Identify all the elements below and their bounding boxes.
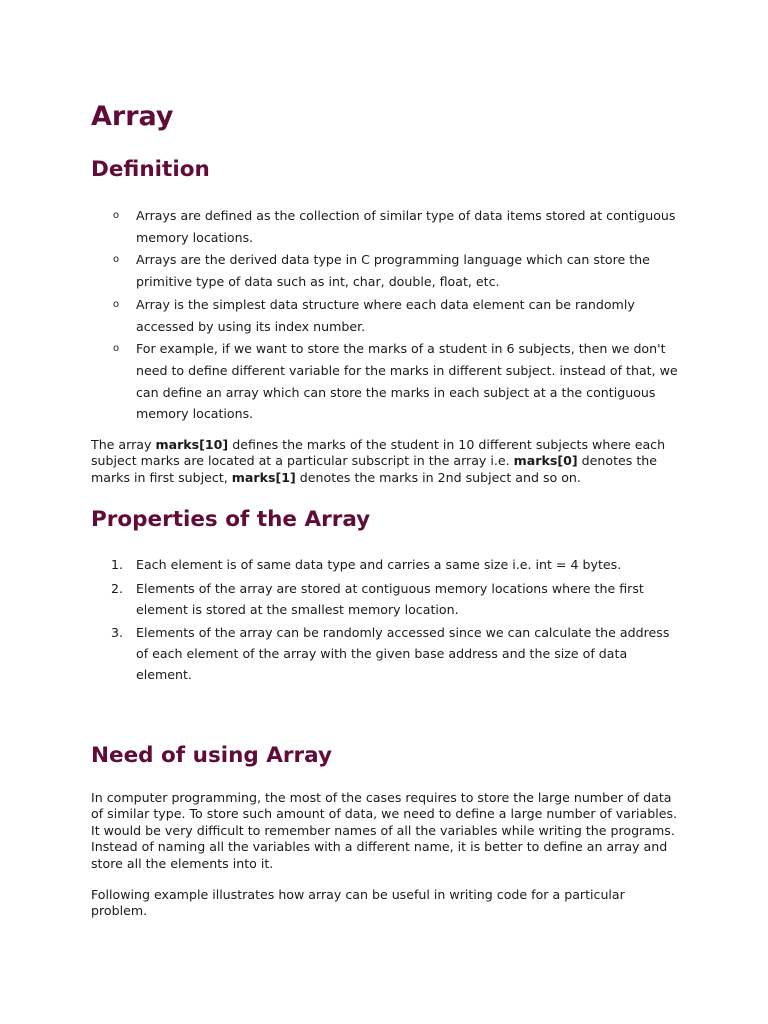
need-heading: Need of using Array [91,743,333,768]
paragraph-text: denotes the marks in first subject, [91,453,657,485]
list-item-text: For example, if we want to store the marks of a student in 6 subjects, then we don't need to define different variable for the marks in different subject. instead of that, we can define an array which can store the marks in each subject at a the contiguous memory locations. [136,341,678,422]
code-term: marks[0] [513,453,578,469]
code-term: marks[1] [231,469,296,485]
example-paragraph: Following example illustrates how array can be useful in writing code for a particular problem. [91,887,625,919]
definition-list [91,205,681,426]
list-item [91,294,681,337]
page-title: Array [91,101,174,132]
need-paragraph: In computer programming, the most of the cases requires to store the large number of data of similar type. To store such amount of data, we need to define a large number of variables. It would be very difficult to remember names of all the variables while writing the programs. Instead of naming all the variables with a different name, it is better to define an array and store all the elements into it. [91,790,678,871]
list-item [91,555,681,576]
list-item [91,338,681,425]
code-term: marks[10] [155,437,229,452]
bullet-marker: o [113,343,120,355]
bullet-marker: o [113,210,120,221]
list-item-text: Array is the simplest data structure where each data element can be randomly accessed by using its index number. [136,296,635,334]
marks-paragraph [91,437,681,486]
list-item [91,249,681,292]
properties-list [91,555,681,689]
list-number: 1. [111,557,124,572]
paragraph-text: denotes the marks in 2nd subject and so on. [295,469,581,485]
list-item-text: Arrays are defined as the collection of similar type of data items stored at contiguous memory locations. [136,208,676,245]
paragraph-text: The array [91,437,156,452]
list-number: 2. [111,580,124,596]
list-item-text: Elements of the array are stored at contiguous memory locations where the first element is stored at the smallest memory location. [136,580,644,617]
properties-heading: Properties of the Array [91,507,371,532]
paragraph-text: defines the marks of the student in 10 different subjects where each subject marks are located at a particular subscript in the array i.e. [91,437,666,469]
bullet-marker: o [113,298,120,310]
list-item [91,623,681,685]
list-item [91,579,681,621]
list-item-text: Arrays are the derived data type in C programming language which can store the primitive type of data such as int, char, double, float, etc. [136,252,650,290]
list-item-text: Each element is of same data type and carries a same size i.e. int = 4 bytes. [136,557,622,572]
bullet-marker: o [113,254,120,266]
list-number: 3. [111,625,124,641]
list-item-text: Elements of the array can be randomly accessed since we can calculate the address of each element of the array with the given base address and the size of data element. [136,625,670,682]
definition-heading: Definition [91,157,210,182]
list-item [91,205,681,248]
